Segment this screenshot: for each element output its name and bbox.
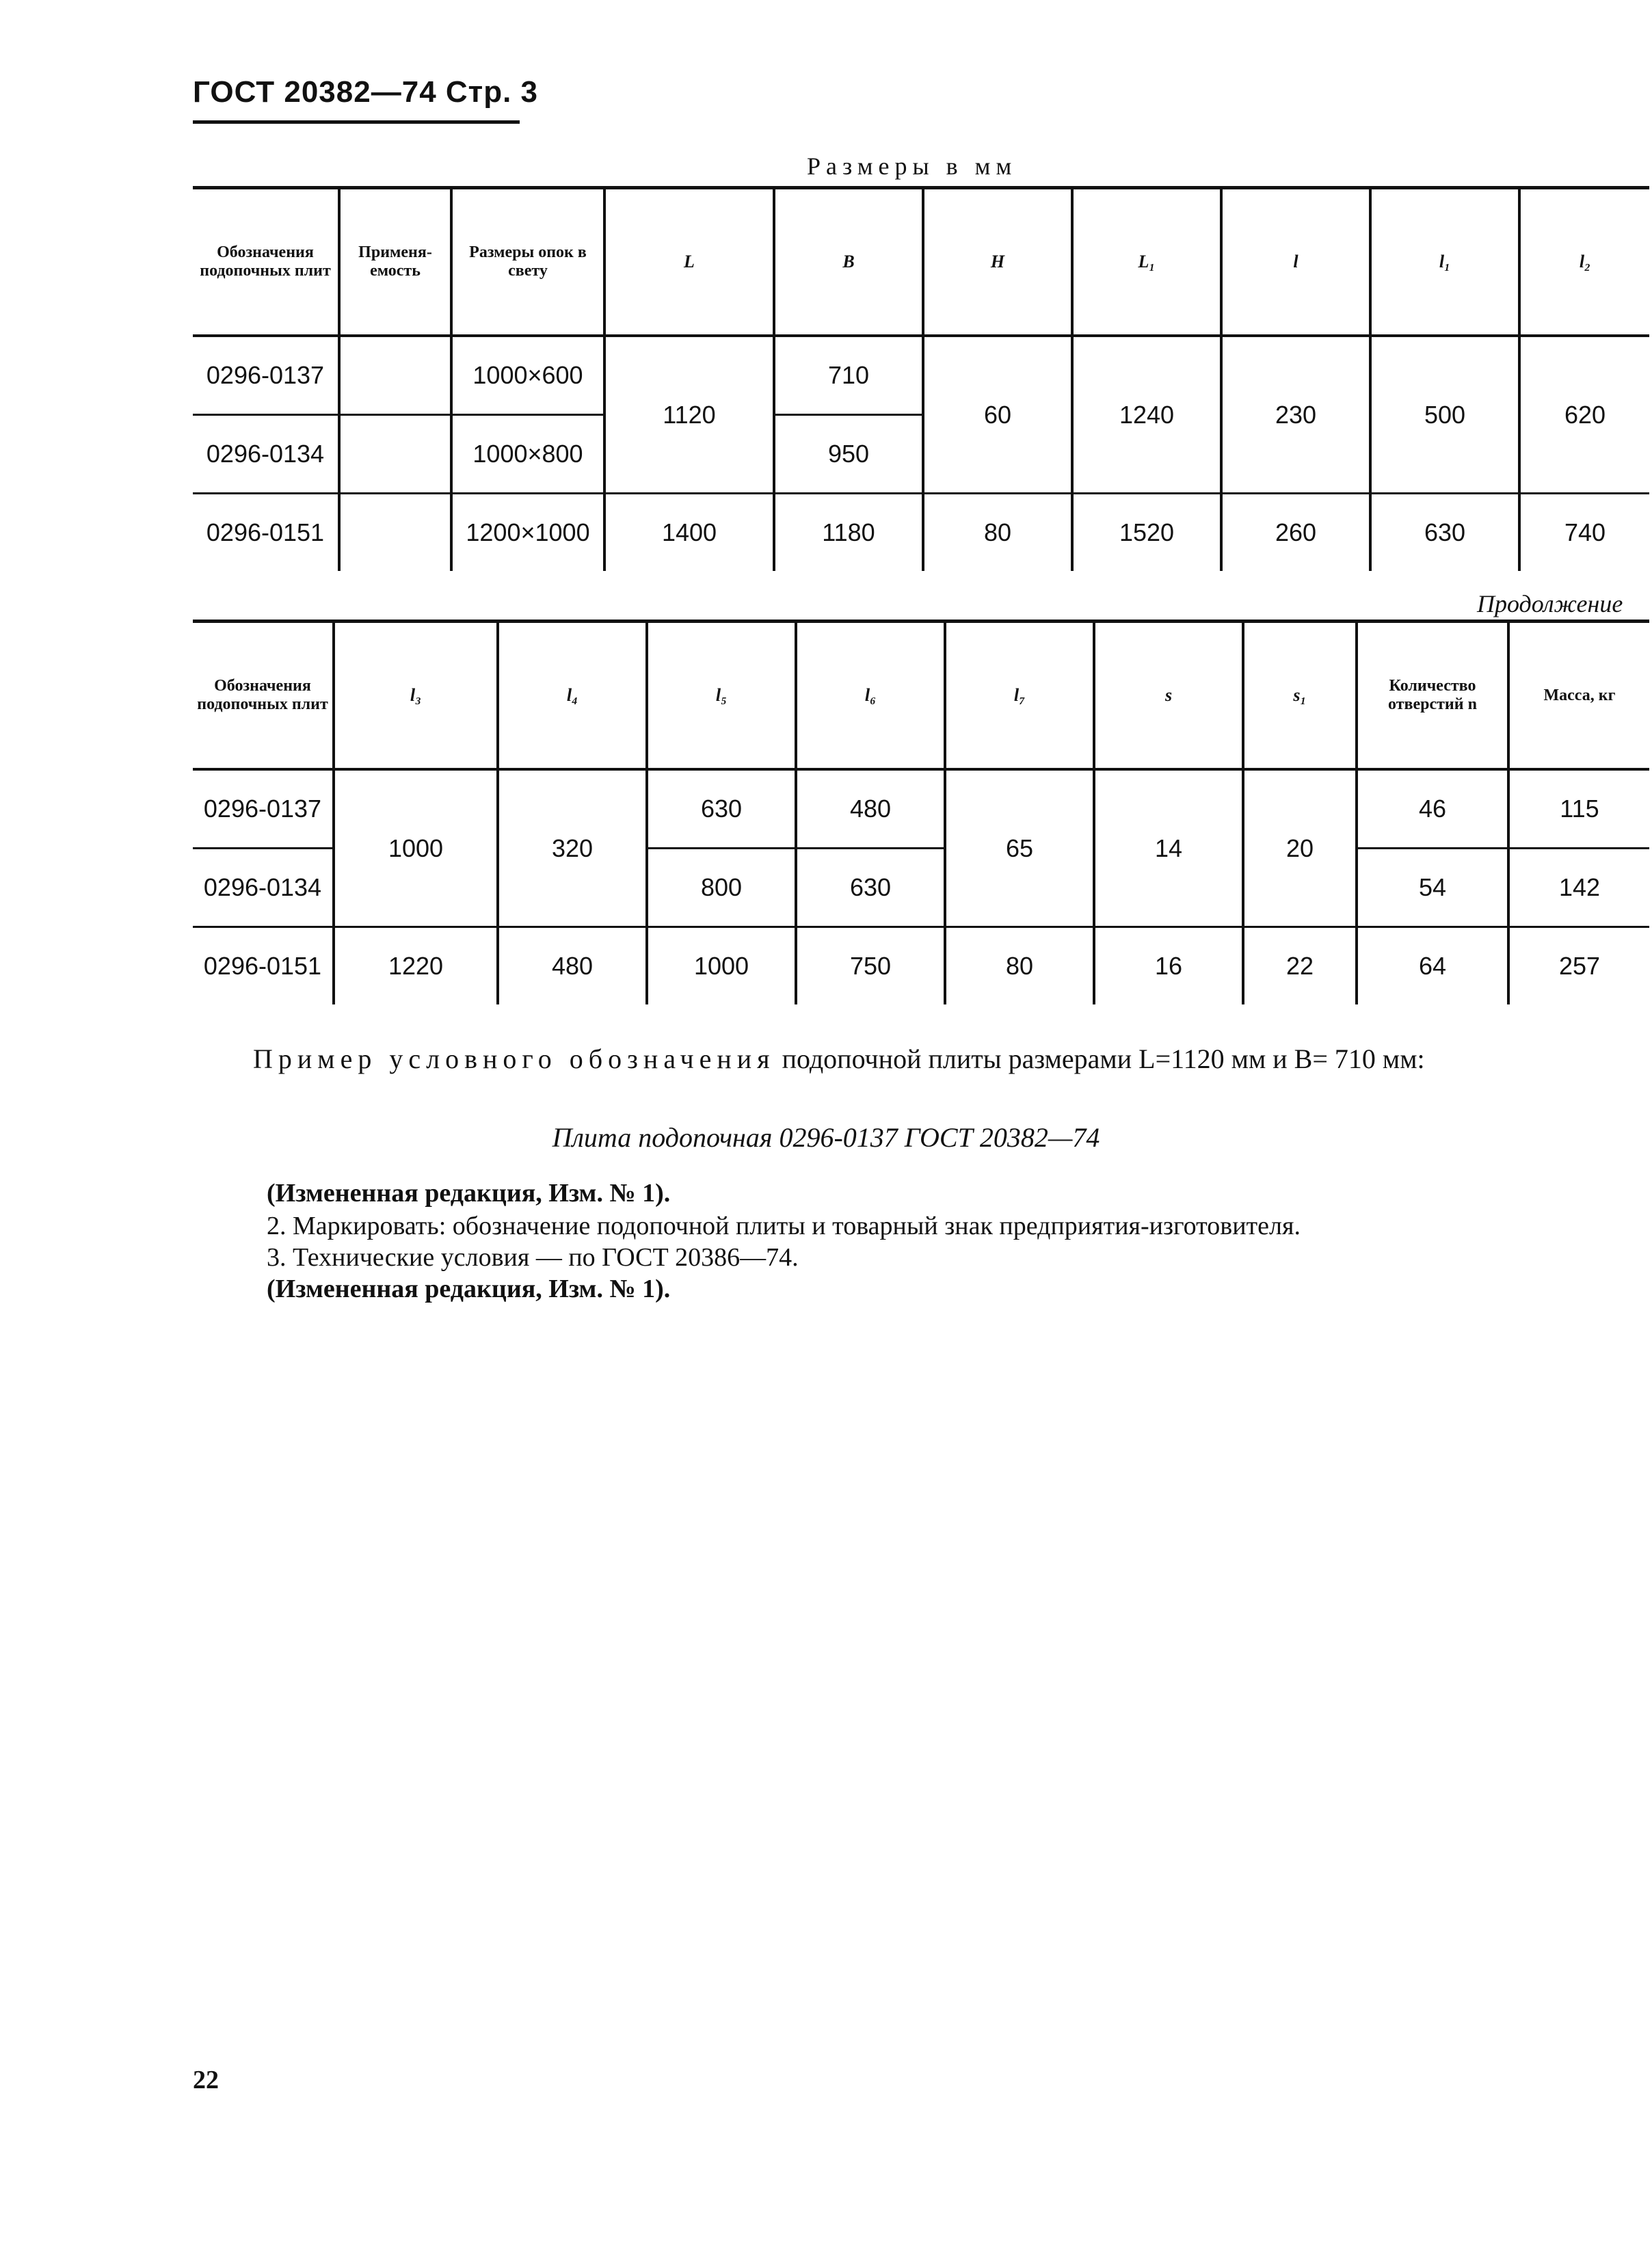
cell-mass: 142 — [1508, 849, 1649, 927]
cell-applicability — [339, 415, 451, 494]
units-caption: Размеры в мм — [807, 152, 1017, 180]
cell-mass: 257 — [1508, 927, 1649, 1005]
cell-s1: 20 — [1243, 769, 1357, 927]
revision-note: (Измененная редакция, Изм. № 1). — [267, 1275, 671, 1303]
cell-l: 230 — [1221, 336, 1370, 494]
cell-l5: 630 — [647, 769, 796, 849]
col-header-L: L — [604, 188, 774, 336]
revision-note: (Измененная редакция, Изм. № 1). — [267, 1179, 671, 1208]
cell-H: 60 — [923, 336, 1072, 494]
cell-designation: 0296-0151 — [193, 494, 339, 572]
example-designation: Плита подопочная 0296-0137 ГОСТ 20382—74 — [552, 1122, 1100, 1153]
example-lead: Пример условного обозначения — [253, 1043, 775, 1074]
col-header-holes-count: Количество отверстий n — [1357, 622, 1508, 770]
cell-holes-count: 46 — [1357, 769, 1508, 849]
cell-l2: 620 — [1519, 336, 1649, 494]
dimensions-table — [193, 186, 1649, 571]
col-header-H: H — [923, 188, 1072, 336]
cell-l6: 750 — [796, 927, 945, 1005]
cell-l5: 1000 — [647, 927, 796, 1005]
cell-mass: 115 — [1508, 769, 1649, 849]
col-header-l1: l₁ — [1370, 188, 1519, 336]
table-header-row — [193, 622, 1649, 770]
col-header-B: B — [774, 188, 923, 336]
col-header-L1: L₁ — [1072, 188, 1221, 336]
col-header-l6: l₆ — [796, 622, 945, 770]
example-rest: подопочной плиты размерами L=1120 мм и B= 710 мм: — [782, 1043, 1425, 1074]
document-header: ГОСТ 20382—74 Стр. 3 — [193, 75, 539, 109]
cell-l2: 740 — [1519, 494, 1649, 572]
col-header-l3: l₃ — [334, 622, 498, 770]
cell-l7: 80 — [945, 927, 1094, 1005]
col-header-mass: Масса, кг — [1508, 622, 1649, 770]
cell-L1: 1240 — [1072, 336, 1221, 494]
col-header-l: l — [1221, 188, 1370, 336]
col-header-flask-size: Размеры опок в свету — [451, 188, 604, 336]
table-row — [193, 494, 1649, 572]
table-row — [193, 769, 1649, 849]
cell-B: 1180 — [774, 494, 923, 572]
cell-l6: 480 — [796, 769, 945, 849]
cell-B: 710 — [774, 336, 923, 415]
col-header-s1: s₁ — [1243, 622, 1357, 770]
cell-designation: 0296-0151 — [193, 927, 334, 1005]
cell-l3: 1220 — [334, 927, 498, 1005]
cell-applicability — [339, 336, 451, 415]
example-paragraph — [193, 1042, 1649, 1076]
cell-flask-size: 1000×800 — [451, 415, 604, 494]
col-header-l2: l₂ — [1519, 188, 1649, 336]
technical-conditions-note: 3. Технические условия — по ГОСТ 20386—74. — [267, 1243, 799, 1272]
cell-l4: 320 — [498, 769, 647, 927]
cell-L: 1120 — [604, 336, 774, 494]
cell-l5: 800 — [647, 849, 796, 927]
cell-H: 80 — [923, 494, 1072, 572]
col-header-s: s — [1094, 622, 1243, 770]
cell-holes-count: 54 — [1357, 849, 1508, 927]
cell-designation: 0296-0134 — [193, 415, 339, 494]
cell-s: 16 — [1094, 927, 1243, 1005]
cell-s: 14 — [1094, 769, 1243, 927]
col-header-designation: Обозначения подопочных плит — [193, 188, 339, 336]
cell-l7: 65 — [945, 769, 1094, 927]
col-header-applicability: Применя-емость — [339, 188, 451, 336]
continuation-table — [193, 620, 1649, 1004]
table-header-row — [193, 188, 1649, 336]
header-underline — [193, 120, 520, 124]
cell-s1: 22 — [1243, 927, 1357, 1005]
continuation-label: Продолжение — [1477, 590, 1623, 617]
cell-applicability — [339, 494, 451, 572]
cell-l4: 480 — [498, 927, 647, 1005]
col-header-designation: Обозначения подопочных плит — [193, 622, 334, 770]
cell-flask-size: 1200×1000 — [451, 494, 604, 572]
page-number: 22 — [193, 2066, 219, 2094]
cell-designation: 0296-0137 — [203, 795, 322, 823]
col-header-l7: l₇ — [945, 622, 1094, 770]
cell-designation: 0296-0134 — [193, 849, 334, 927]
cell-flask-size: 1000×600 — [451, 336, 604, 415]
cell-L: 1400 — [604, 494, 774, 572]
cell-B: 950 — [774, 415, 923, 494]
cell-l1: 630 — [1370, 494, 1519, 572]
table-row — [193, 336, 1649, 415]
cell-l3: 1000 — [334, 769, 498, 927]
cell-l: 260 — [1221, 494, 1370, 572]
cell-designation: 0296-0137 — [206, 361, 325, 389]
cell-l1: 500 — [1370, 336, 1519, 494]
marking-note: 2. Маркировать: обозначение подопочной плиты и товарный знак предприятия-изготовителя. — [267, 1212, 1301, 1240]
cell-holes-count: 64 — [1357, 927, 1508, 1005]
cell-l6: 630 — [796, 849, 945, 927]
cell-L1: 1520 — [1072, 494, 1221, 572]
table-row — [193, 927, 1649, 1005]
col-header-l5: l₅ — [647, 622, 796, 770]
col-header-l4: l₄ — [498, 622, 647, 770]
